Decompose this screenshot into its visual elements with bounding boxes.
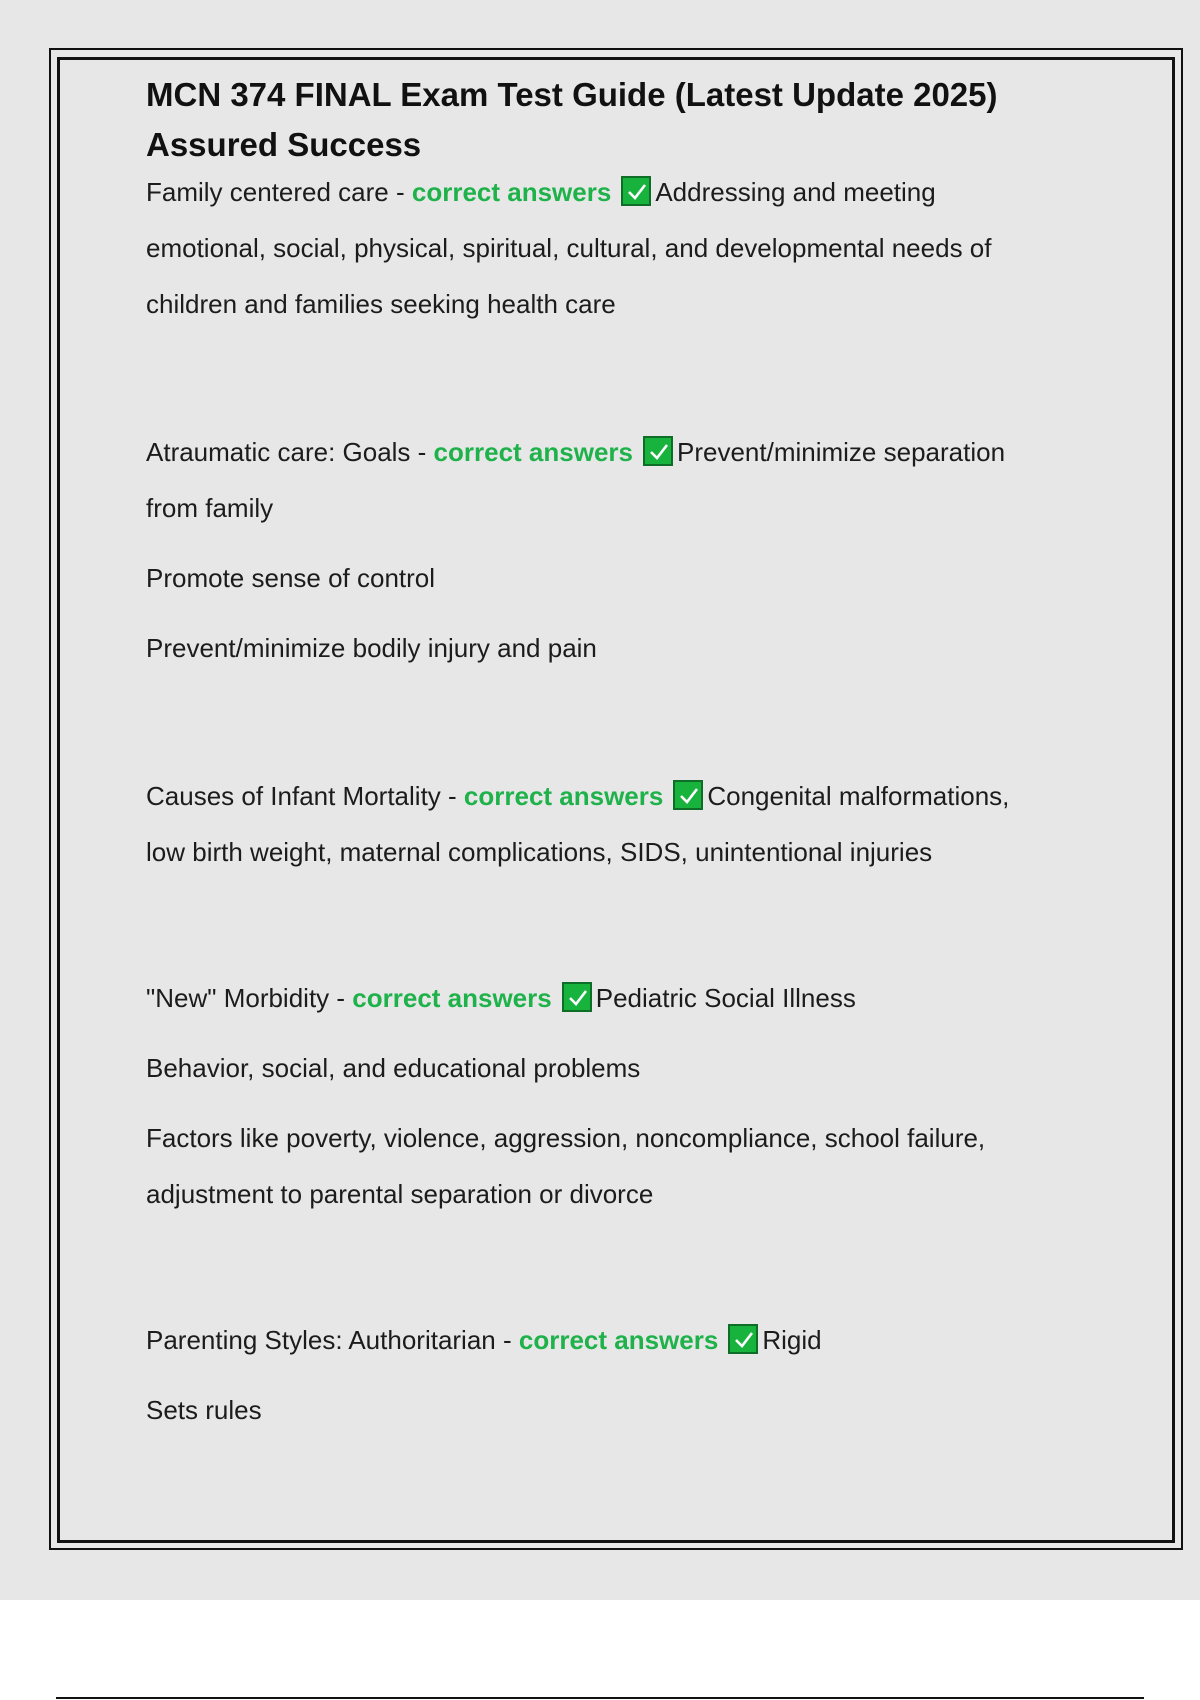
qa-question-line	[146, 424, 1086, 480]
answer-text: Rigid	[762, 1325, 822, 1355]
answer-extra-line: adjustment to parental separation or divorce	[146, 1179, 654, 1209]
answer-continued: from family	[146, 493, 274, 523]
qa-question-line	[146, 164, 1086, 220]
question-text: "New" Morbidity -	[146, 983, 353, 1013]
document-title	[146, 70, 1086, 170]
qa-item-family-centered-care	[146, 164, 1086, 332]
answer-continued: children and families seeking health care	[146, 289, 616, 319]
qa-question-line	[146, 970, 1086, 1026]
answer-extra-line: Sets rules	[146, 1395, 262, 1425]
qa-item-atraumatic-care	[146, 424, 1086, 676]
answer-tag: correct answers	[352, 983, 552, 1013]
answer-tag: correct answers	[518, 1325, 719, 1355]
answer-extra-line: Factors like poverty, violence, aggression, noncompliance, school failure,	[146, 1123, 986, 1153]
answer-text: Addressing and meeting	[655, 177, 936, 207]
answer-text: Pediatric Social Illness	[595, 983, 856, 1013]
qa-item-parenting-styles	[146, 1312, 1086, 1438]
qa-question-line	[146, 768, 1086, 824]
answer-text: Congenital malformations,	[707, 781, 1010, 811]
check-mark-icon	[562, 982, 592, 1012]
answer-tag: correct answers	[463, 781, 664, 811]
qa-item-new-morbidity	[146, 970, 1086, 1222]
question-text: Atraumatic care: Goals -	[146, 437, 434, 467]
question-text: Causes of Infant Mortality -	[146, 781, 464, 811]
question-text: Parenting Styles: Authoritarian -	[146, 1325, 519, 1355]
answer-continued: low birth weight, maternal complications, SIDS, unintentional injuries	[146, 837, 933, 867]
answer-tag: correct answers	[433, 437, 633, 467]
check-mark-icon	[728, 1324, 758, 1354]
answer-tag: correct answers	[411, 177, 612, 207]
question-text: Family centered care -	[146, 177, 412, 207]
answer-extra-line: Promote sense of control	[146, 563, 436, 593]
answer-extra-line: Prevent/minimize bodily injury and pain	[146, 633, 597, 663]
title-line-1: MCN 374 FINAL Exam Test Guide (Latest Update 2025)	[146, 76, 998, 113]
check-mark-icon	[643, 436, 673, 466]
document-content	[146, 70, 1086, 1438]
answer-extra-line: Behavior, social, and educational problems	[146, 1053, 641, 1083]
page-divider	[56, 1697, 1144, 1699]
answer-text: Prevent/minimize separation	[677, 437, 1006, 467]
check-mark-icon	[621, 176, 651, 206]
qa-item-infant-mortality	[146, 768, 1086, 880]
title-line-2: Assured Success	[146, 126, 422, 163]
qa-question-line	[146, 1312, 1086, 1368]
check-mark-icon	[673, 780, 703, 810]
answer-continued: emotional, social, physical, spiritual, cultural, and developmental needs of	[146, 233, 992, 263]
